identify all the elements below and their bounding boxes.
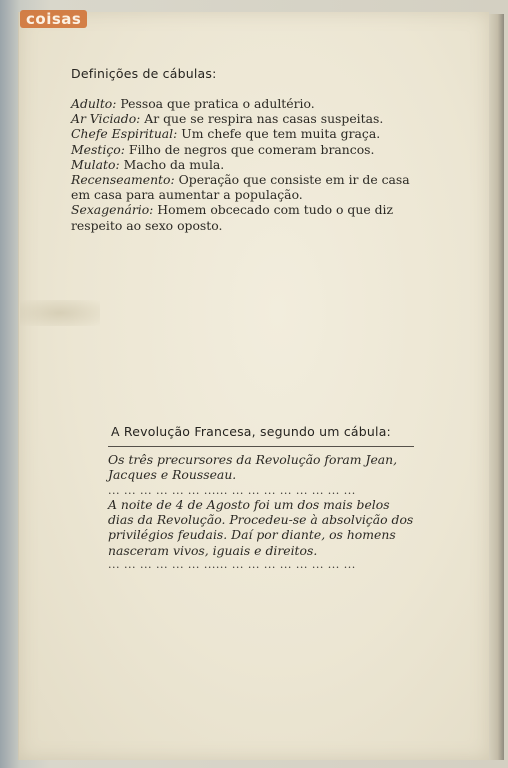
definition-item — [71, 142, 431, 157]
ellipsis-separator-end: ... ... ... ... ... ... ...... ... ... ... ... ... ... ... ... — [108, 558, 356, 571]
definition-item — [71, 172, 431, 202]
definition-item — [71, 111, 431, 126]
revolution-heading: A Revolução Francesa, segundo um cábula: — [111, 424, 391, 439]
watermark-logo: coisas — [20, 10, 87, 28]
definitions-heading: Definições de cábulas: — [71, 66, 217, 81]
definitions-list — [71, 96, 431, 233]
definition-term: Chefe Espiritual: — [71, 126, 178, 142]
page-edge — [488, 14, 504, 760]
definition-item — [71, 202, 431, 232]
ellipsis-separator: ... ... ... ... ... ... ...... ... ... ... ... ... ... ... ... — [108, 484, 356, 497]
definition-term: Mulato: — [71, 156, 120, 172]
revolution-paragraph-1: Os três precursores da Revolução foram Jean, Jacques e Rousseau. — [108, 452, 398, 483]
definition-text: Ar que se respira nas casas suspeitas. — [140, 111, 384, 127]
definition-text: Pessoa que pratica o adultério. — [116, 96, 315, 111]
definition-item — [71, 157, 431, 172]
definition-item — [71, 96, 431, 111]
definition-text: Homem obcecado com tudo o que diz respeito ao sexo oposto. — [71, 202, 394, 233]
definition-term: Ar Viciado: — [71, 111, 141, 127]
definition-term: Sexagenário: — [71, 202, 154, 218]
section-divider — [108, 446, 414, 447]
definition-item — [71, 126, 431, 141]
revolution-paragraph-2: A noite de 4 de Agosto foi um dos mais belos dias da Revolução. Procedeu-se à absolvição dos privilégios feudais. Daí por diante, os homens nasceram vivos, iguais e direitos. — [108, 497, 414, 558]
definition-term: Mestiço: — [71, 141, 125, 157]
paper-stain — [20, 300, 100, 326]
definition-text: Um chefe que tem muita graça. — [177, 126, 381, 142]
definition-text: Operação que consiste em ir de casa em casa para aumentar a população. — [71, 172, 410, 203]
definition-text: Macho da mula. — [119, 156, 225, 172]
definition-term: Adulto: — [71, 96, 117, 111]
definition-term: Recenseamento: — [71, 172, 175, 188]
definition-text: Filho de negros que comeram brancos. — [124, 141, 375, 157]
